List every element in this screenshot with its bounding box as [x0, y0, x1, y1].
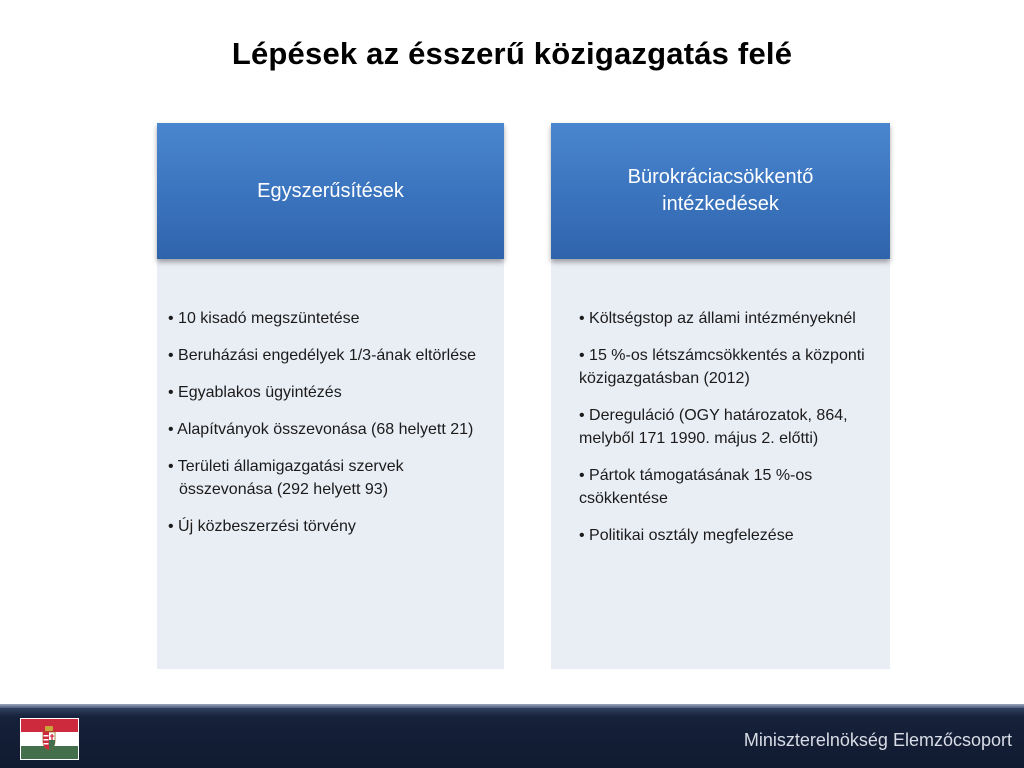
column-body	[157, 251, 504, 669]
list-item: • 15 %-os létszámcsökkentés a központi közigazgatásban (2012)	[579, 347, 865, 387]
list-item: • 10 kisadó megszüntetése	[168, 310, 360, 327]
list-item: • Beruházási engedélyek 1/3-ának eltörlése	[168, 347, 477, 364]
column-header	[157, 123, 504, 259]
column-bureaucracy-reduction	[551, 123, 890, 669]
column-header-label: Bürokráciacsökkentő intézkedések	[627, 166, 814, 215]
list-item: • Területi államigazgatási szervek összevonása (292 helyett 93)	[168, 458, 404, 498]
footer-bar	[0, 704, 1024, 768]
column-header	[551, 123, 890, 259]
column-simplifications	[157, 123, 504, 669]
list-item: • Új közbeszerzési törvény	[168, 518, 356, 535]
slide-title: Lépések az ésszerű közigazgatás felé	[231, 36, 793, 71]
footer-highlight-line	[0, 704, 1024, 708]
bullet-list	[168, 307, 492, 552]
bullet-list	[579, 307, 872, 561]
list-item: • Politikai osztály megfelezése	[579, 527, 794, 544]
column-body	[551, 251, 890, 669]
list-item: • Dereguláció (OGY határozatok, 864, melyből 171 1990. május 2. előtti)	[579, 407, 848, 447]
column-header-label: Egyszerűsítések	[257, 179, 404, 202]
list-item: • Pártok támogatásának 15 %-os csökkentése	[579, 467, 813, 507]
footer-organization-label: Miniszterelnökség Elemzőcsoport	[743, 730, 1012, 750]
hungarian-flag-icon	[20, 718, 79, 760]
list-item: • Alapítványok összevonása (68 helyett 21)	[168, 421, 474, 438]
list-item: • Egyablakos ügyintézés	[168, 384, 342, 401]
coat-of-arms-icon	[42, 726, 56, 750]
list-item: • Költségstop az állami intézményeknél	[579, 310, 856, 327]
